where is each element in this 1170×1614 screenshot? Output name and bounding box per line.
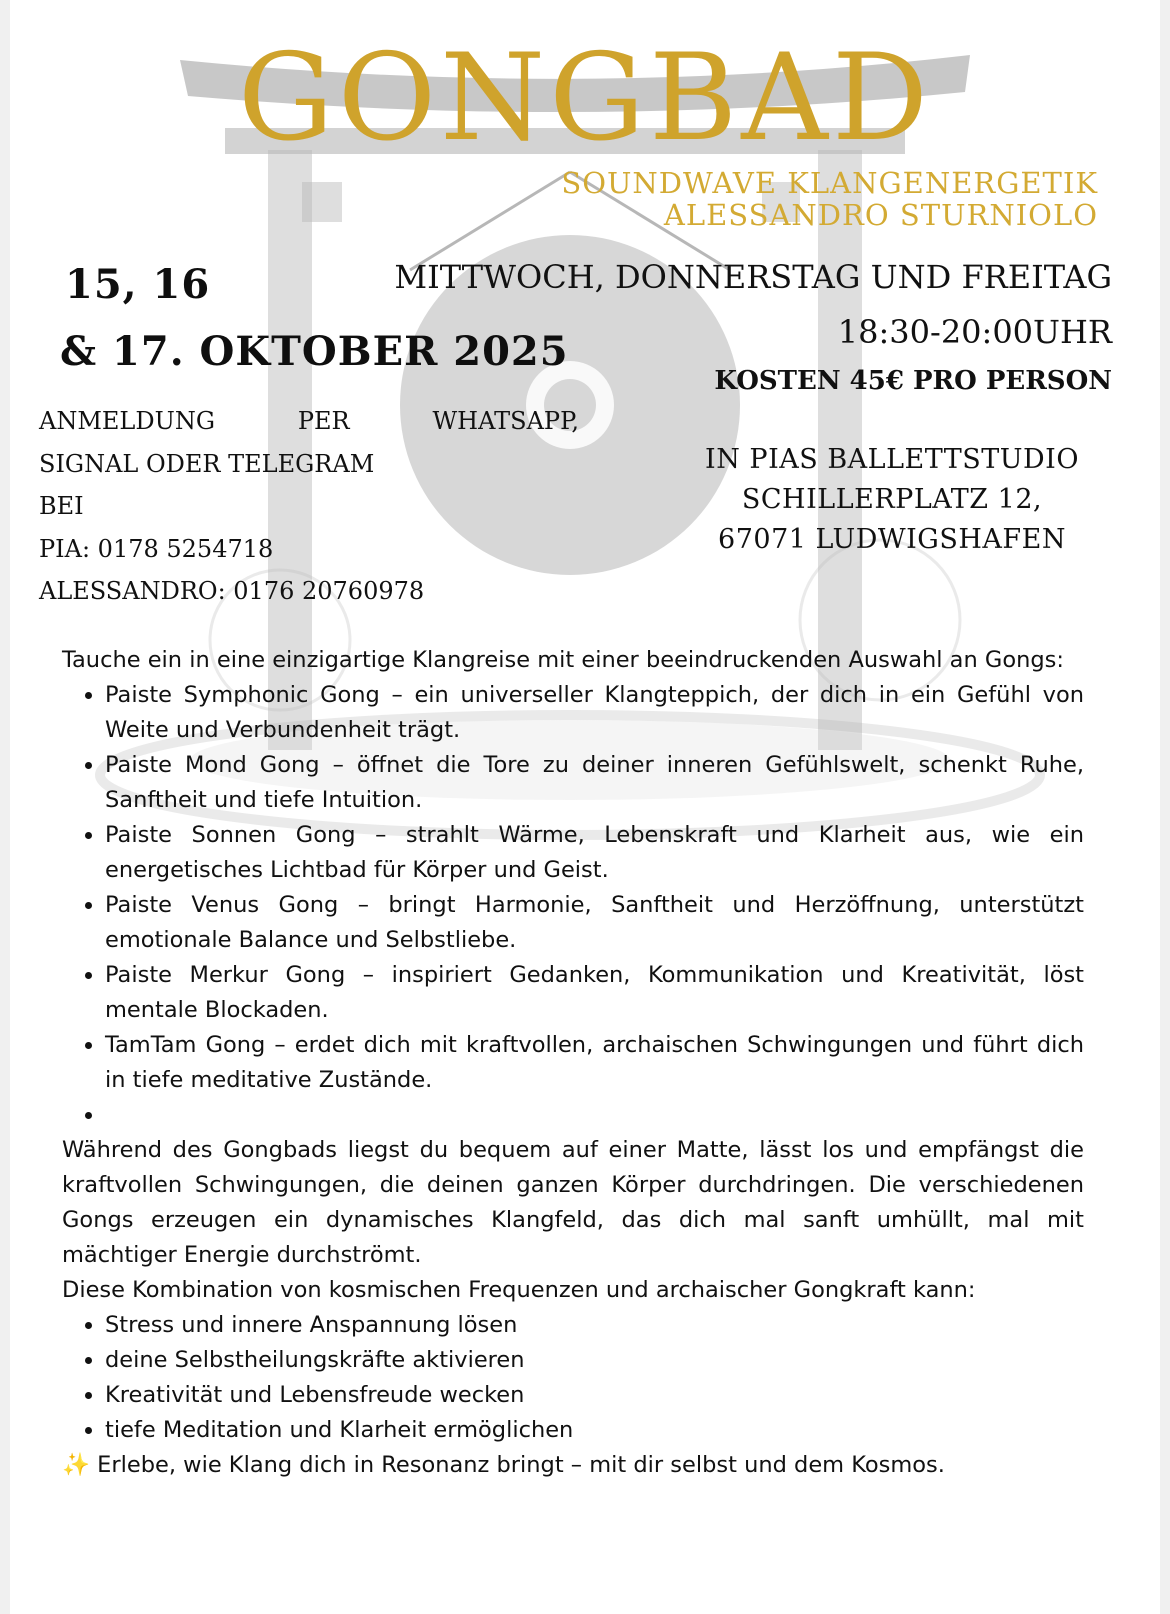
contact-pia: PIA: 0178 5254718 [39, 534, 274, 563]
registration-line2: SIGNAL ODER TELEGRAM [39, 449, 375, 478]
venue-line1: IN PIAS BALLETTSTUDIO [705, 444, 1079, 475]
gong-list-item: • Paiste Sonnen Gong – strahlt Wärme, Lebenskraft und Klarheit aus, wie ein energetisches Lichtbad für Körper und Geist. [105, 818, 1084, 888]
registration-line3: BEI [39, 492, 84, 520]
gong-list-item: • Paiste Merkur Gong – inspiriert Gedanken, Kommunikation und Kreativität, löst mentale Blockaden. [105, 958, 1084, 1028]
event-date-line2: & 17. OKTOBER 2025 [60, 328, 569, 375]
gong-list-item: • Paiste Symphonic Gong – ein universeller Klangteppich, der dich in ein Gefühl von Weite und Verbundenheit trägt. [105, 678, 1084, 748]
gong-list [62, 678, 1084, 1133]
benefit-item: • Stress und innere Anspannung lösen [105, 1308, 1084, 1343]
benefits-intro: Diese Kombination von kosmischen Frequenzen und archaischer Gongkraft kann: [62, 1277, 976, 1303]
venue-line2: SCHILLERPLATZ 12, [741, 484, 1043, 515]
registration-line1 [39, 400, 579, 443]
sparkle-icon: ✨ [62, 1452, 91, 1478]
registration-info [39, 400, 579, 613]
gong-list-item: • TamTam Gong – erdet dich mit kraftvollen, archaischen Schwingungen und führt dich in tiefe meditative Zustände. [105, 1028, 1084, 1098]
flyer-page [10, 0, 1160, 1614]
page-title: GONGBAD [237, 29, 933, 168]
description-paragraph: Während des Gongbads liegst du bequem auf einer Matte, lässt los und empfängst die kraftvollen Schwingungen, die deinen ganzen Körper durchdringen. Die verschiedenen Gongs erzeugen ein dynamisches Klangfeld, das dich mal sanft umhüllt, mal mit mächtiger Energie durchströmt. [62, 1137, 1084, 1268]
subtitle-name: ALESSANDRO STURNIOLO [663, 198, 1098, 232]
benefits-list [62, 1308, 1084, 1448]
benefit-item: • tiefe Meditation und Klarheit ermöglichen [105, 1413, 1084, 1448]
benefit-item: • Kreativität und Lebensfreude wecken [105, 1378, 1084, 1413]
closing-text: Erlebe, wie Klang dich in Resonanz bringt – mit dir selbst und dem Kosmos. [97, 1452, 945, 1478]
contact-alessandro: ALESSANDRO: 0176 20760978 [39, 577, 425, 605]
venue-address [682, 440, 1102, 560]
venue-line3: 67071 LUDWIGSHAFEN [718, 524, 1066, 555]
description-body [62, 643, 1084, 1483]
event-time: 18:30-20:00UHR [837, 313, 1112, 351]
intro-paragraph: Tauche ein in eine einzigartige Klangreise mit einer beeindruckenden Auswahl an Gongs: [62, 647, 1064, 673]
event-cost: KOSTEN 45€ PRO PERSON [714, 366, 1112, 396]
registration-word: PER [297, 407, 350, 435]
closing-line [62, 1448, 1084, 1483]
subtitle-brand: SOUNDWAVE KLANGENERGETIK [561, 166, 1098, 200]
event-date-line1: 15, 16 [65, 261, 211, 308]
registration-word: ANMELDUNG [39, 407, 216, 435]
gong-list-item: • Paiste Venus Gong – bringt Harmonie, Sanftheit und Herzöffnung, unterstützt emotionale Balance und Selbstliebe. [105, 888, 1084, 958]
gong-list-item: • Paiste Mond Gong – öffnet die Tore zu deiner inneren Gefühlswelt, schenkt Ruhe, Sanftheit und tiefe Intuition. [105, 748, 1084, 818]
event-days: MITTWOCH, DONNERSTAG UND FREITAG [394, 258, 1112, 296]
gong-list-item-empty [105, 1098, 1084, 1133]
registration-word: WHATSAPP, [432, 407, 579, 435]
benefit-item: • deine Selbstheilungskräfte aktivieren [105, 1343, 1084, 1378]
